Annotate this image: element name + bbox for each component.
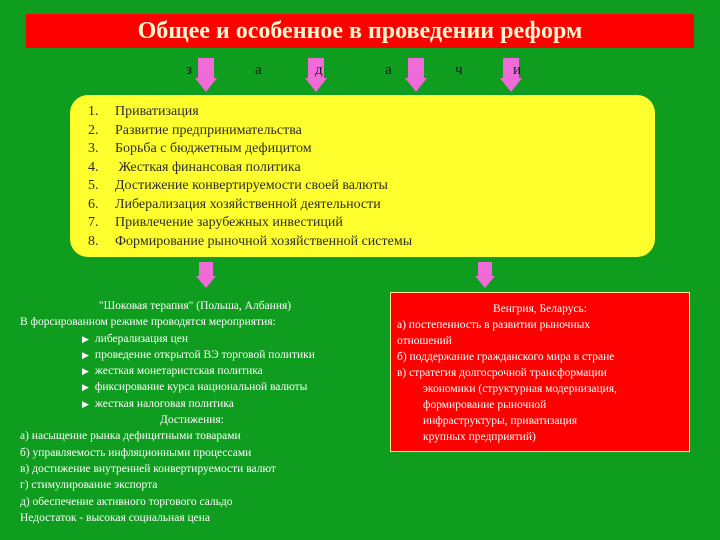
gradual-line: экономики (структурная модернизация, [423,383,617,395]
list-item-text: Борьба с бюджетным дефицитом [115,141,312,156]
list-item-text: Достижение конвертируемости своей валюты [115,178,388,193]
list-item-number: 6. [88,196,99,212]
measure-item [20,396,370,412]
achievement-item: г) стимулирование экспорта [20,479,158,492]
arrow-letter: а [385,62,392,78]
measure-item [20,331,370,347]
arrow-letter: з [186,62,192,78]
achievement-item: а) насыщение рынка дефицитными товарами [20,430,241,443]
down-arrow-icon [475,262,495,290]
list-item [88,214,412,233]
list-item-number: 8. [88,233,99,249]
list-item [88,103,412,122]
gradual-line: отношений [397,335,452,347]
down-arrow-icon [196,262,216,290]
list-item [88,233,412,252]
triangle-bullet-icon: ▶ [82,333,89,344]
list-item-number: 7. [88,215,99,230]
list-item-text: Приватизация [115,104,199,119]
page-title: Общее и особенное в проведении реформ [26,14,694,48]
list-item [88,122,412,141]
common-tasks-box [70,95,655,257]
list-item-number: 1. [88,104,99,119]
shock-therapy-intro: В форсированном режиме проводятся мероприятия: [20,316,276,329]
triangle-bullet-icon: ▶ [82,382,89,393]
list-item-number: 5. [88,178,99,193]
measure-text: жесткая налоговая политика [94,397,234,410]
arrow-letter: и [513,62,522,78]
measure-text: фиксирование курса национальной валюты [94,381,308,394]
measure-item [20,363,370,379]
measure-text: проведение открытой ВЭ торговой политики [94,348,315,361]
list-item-text: Либерализация хозяйственной деятельности [115,196,381,212]
gradual-line: б) поддержание гражданского мира в стране [397,351,615,363]
shock-therapy-heading: "Шоковая терапия" (Польша, Албания) [98,300,292,312]
achievement-item: б) управляемость инфляционными процессами [20,446,252,459]
list-item-text: Жесткая финансовая политика [115,159,301,175]
arrow-letter: д [315,62,323,78]
measure-text: либерализация цен [94,332,188,345]
list-item [88,140,412,159]
list-item [88,159,412,178]
list-item-text: Привлечение зарубежных инвестиций [115,215,343,230]
list-item [88,177,412,196]
gradual-line: а) постепенность в развитии рыночных [397,319,591,331]
gradual-line: крупных предприятий) [423,431,536,443]
triangle-bullet-icon: ▶ [82,398,89,409]
triangle-bullet-icon: ▶ [82,366,89,377]
arrow-letter: ч [455,62,463,78]
gradual-reform-box [390,292,690,452]
arrow-letter: а [255,62,262,78]
achievement-item: в) достижение внутренней конвертируемости валют [20,462,276,475]
achievements-label: Достижения: [160,414,224,427]
gradual-line: инфраструктуры, приватизация [423,415,578,427]
list-item-number: 2. [88,122,99,138]
measure-item [20,379,370,395]
list-item [88,196,412,215]
down-arrow-icon [405,58,427,94]
gradual-line: в) стратегия долгосрочной трансформации [397,367,607,379]
achievement-item: д) обеспечение активного торгового сальдо [20,495,233,508]
list-item-number: 4. [88,159,99,175]
list-item-text: Развитие предпринимательства [115,122,302,138]
shock-therapy-block [20,298,370,526]
list-item-text: Формирование рыночной хозяйственной системы [115,233,413,249]
gradual-line: формирование рыночной [423,399,547,411]
gradual-heading: Венгрия, Беларусь: [492,303,588,315]
drawback-text: Недостаток - высокая социальная цена [20,511,210,524]
measure-text: жесткая монетаристская политика [94,365,263,378]
list-item-number: 3. [88,141,99,156]
down-arrow-icon [195,58,217,94]
measure-item [20,347,370,363]
tasks-list [88,103,412,251]
triangle-bullet-icon: ▶ [82,349,89,360]
